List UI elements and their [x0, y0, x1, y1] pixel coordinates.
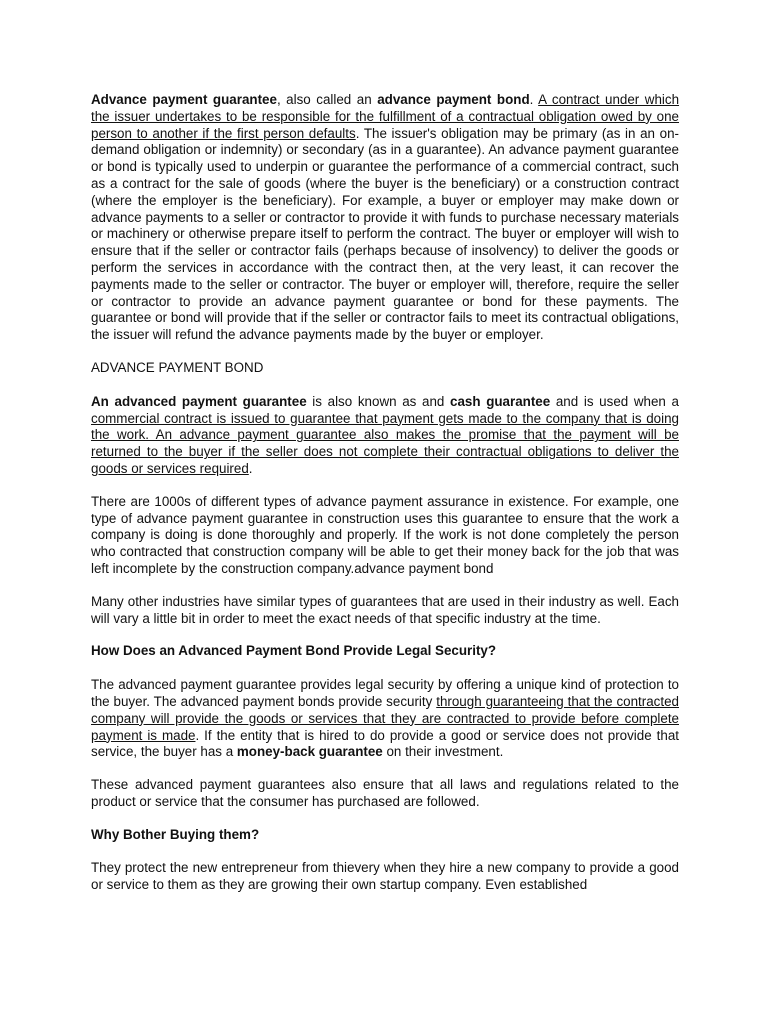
- heading-text: How Does an Advanced Payment Bond Provide Legal Security?: [91, 643, 497, 659]
- text-span: Many other industries have similar types of guarantees that are used in their industry as well. Each will vary a little bit in order to meet the exact needs of that specific industry at the time.: [91, 593, 679, 626]
- text-span: .: [529, 92, 539, 107]
- term-advance-payment-guarantee: Advance payment guarantee: [91, 92, 277, 107]
- term-advanced-payment-guarantee: An advanced payment guarantee: [91, 393, 307, 409]
- text-span: They protect the new entrepreneur from thievery when they hire a new company to provide a good or service to them as they are growing their own startup company. Even established: [91, 860, 679, 893]
- paragraph-laws-regulations: [91, 777, 679, 811]
- heading-text: Why Bother Buying them?: [91, 826, 260, 842]
- paragraph-legal-security: [91, 677, 679, 761]
- text-span: . The issuer's obligation may be primary (as in an on-demand obligation or indemnity) or secondary (as in a guarantee). An advance payment guarantee or bond is typically used to underpin or guarantee the performance of a commercial contract, such as a contract for the sale of goods (where the buyer is the beneficiary) or a construction contract (where the employer is the beneficiary). For example, a buyer or employer may make down or advance payments to a seller or contractor to provide it with funds to purchase necessary materials or machinery or otherwise prepare itself to perform the contract. The buyer or employer will wish to ensure that if the seller or contractor fails (perhaps because of insolvency) to deliver the goods or perform the services in accordance with the contract then, at the very least, it can recover the payments made to the seller or contractor. The buyer or employer will, therefore, require the seller or contractor to provide an advance payment guarantee or bond for these payments. The guarantee or bond will provide that if the seller or contractor fails to meet its contractual obligations, the issuer will refund the advance payments made by the buyer or employer.: [91, 125, 679, 343]
- term-advance-payment-bond: advance payment bond: [377, 92, 530, 107]
- heading-text: ADVANCE PAYMENT BOND: [91, 359, 264, 375]
- text-span: These advanced payment guarantees also ensure that all laws and regulations related to the product or service that the consumer has purchased are followed.: [91, 777, 679, 809]
- text-span: The advanced payment guarantee provides legal security by offering a unique kind of protection to the buyer. The advanced payment bonds provide security: [91, 677, 679, 709]
- text-span: and is used when a: [550, 393, 679, 409]
- paragraph-types: [91, 494, 679, 578]
- definition-underlined: A contract under which the issuer undertakes to be responsible for the fulfillment of a contractual obligation owed by one person to another if the first person defaults: [91, 92, 680, 141]
- text-span: . If the entity that is hired to do provide a good or service does not provide that service, the buyer has a: [91, 727, 679, 760]
- text-span: .: [248, 460, 253, 476]
- paragraph-other-industries: [91, 594, 679, 628]
- term-money-back-guarantee: money-back guarantee: [236, 744, 383, 760]
- underlined-text: commercial contract is issued to guarantee that payment gets made to the company that is doing the work. An advance payment guarantee also makes the promise that the payment will be returned to the buyer if the seller does not complete their contractual obligations to deliver the goods or services required: [91, 410, 679, 476]
- paragraph-protect-entrepreneur: [91, 860, 679, 894]
- text-span: , also called an: [276, 92, 378, 107]
- term-cash-guarantee: cash guarantee: [450, 393, 551, 409]
- text-span: There are 1000s of different types of advance payment assurance in existence. For example, one type of advance payment guarantee in construction uses this guarantee to ensure that the work a company is doing is done thoroughly and properly. If the work is not done completely the person who contracted that construction company will be able to get their money back for the job that was left incomplete by the construction company.advance payment bond: [91, 493, 679, 576]
- section-heading-legal-security: [91, 643, 679, 660]
- text-span: on their investment.: [382, 744, 504, 760]
- section-heading-advance-payment-bond: [91, 360, 679, 377]
- text-span: is also known as and: [306, 393, 451, 409]
- document-page: [91, 92, 679, 910]
- paragraph-cash-guarantee: [91, 394, 679, 478]
- paragraph-intro: [91, 92, 679, 344]
- underlined-text: through guaranteeing that the contracted company will provide the goods or services that they are contracted to provide before complete payment is made: [91, 693, 679, 743]
- section-heading-why-bother: [91, 827, 679, 844]
